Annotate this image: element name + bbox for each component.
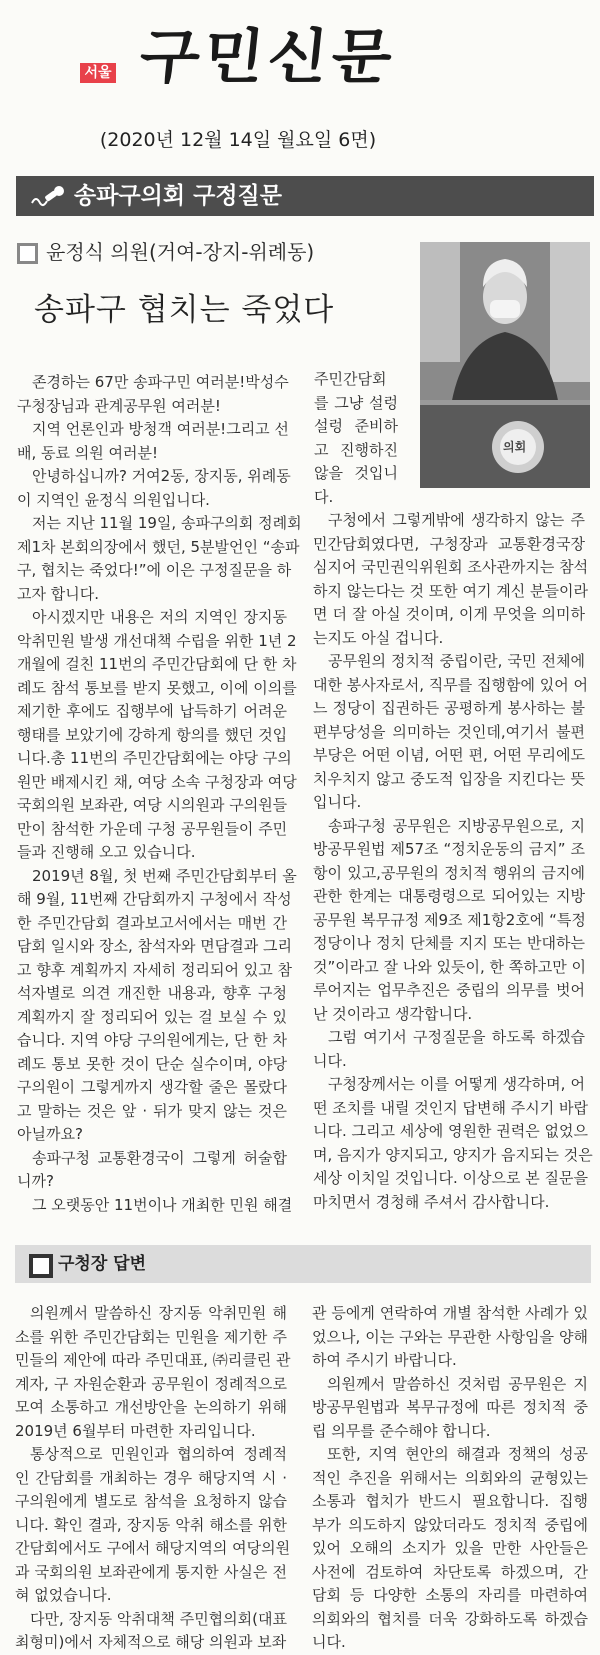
text-line: 정당이나 정치 단체를 지지 또는 반대하는 xyxy=(313,934,585,952)
text-line: 저는 지난 11월 19일, 송파구의회 정례회 xyxy=(32,514,302,532)
text-line: 하지 않는다는 것 또한 여기 계신 분들이라 xyxy=(313,581,588,600)
text-line: 민간담회였다면, 구청장과 교통환경국장 xyxy=(313,534,585,553)
paragraph xyxy=(313,815,585,1027)
text-line: 고 말하는 것은 앞 · 뒤가 맞지 않는 것은 xyxy=(17,1101,287,1120)
text-line: 있어 오해의 소지가 있을 만한 사안들은 xyxy=(312,1539,588,1557)
reply-section-title: 구청장 답변 xyxy=(58,1254,147,1274)
text-line: 존경하는 67만 송파구민 여러분!박성수 xyxy=(32,373,289,391)
paragraph xyxy=(313,650,588,815)
text-line: 소통과 협치가 반드시 필요합니다. 집행 xyxy=(312,1492,588,1510)
paragraph xyxy=(312,1302,588,1373)
text-line: 입니다. xyxy=(313,793,362,811)
text-line: 관한 한계는 대통령령으로 되어있는 지방 xyxy=(313,887,585,905)
text-line: 공무원의 정치적 중립이란, 국민 전체에 xyxy=(328,652,585,670)
text-line: 례도 통보 못한 것이 단순 실수이며, 야당 xyxy=(17,1054,287,1073)
text-line: 그럼 여기서 구정질문을 하도록 하겠습 xyxy=(328,1028,585,1046)
text-line: 구청장께서는 이를 어떻게 생각하며, 어 xyxy=(328,1075,585,1093)
text-line: 담회 등 다양한 소통의 자리를 마련하여 xyxy=(312,1586,588,1604)
text-line: 아닐까요? xyxy=(17,1125,83,1143)
text-line: 해 9월, 11번째 간담회까지 구청에서 작성 xyxy=(17,890,292,908)
paragraph xyxy=(15,1608,287,1655)
text-line: 담회 일시와 장소, 참석자와 면담결과 그리 xyxy=(17,937,292,955)
text-line: 주민간담회 xyxy=(314,370,387,388)
text-line: 며, 음지가 양지되고, 양지가 음지되는 것은 xyxy=(313,1145,593,1164)
square-bullet-icon xyxy=(17,243,38,264)
text-line: 구, 협치는 죽었다!”에 이은 구정질문을 하 xyxy=(17,561,292,579)
text-line: 모여 소통하고 개선방안을 논의하기 위해 xyxy=(15,1398,287,1416)
text-line: 배, 동료 의원 여러분! xyxy=(17,443,159,462)
text-line: 들과 진행해 오고 있습니다. xyxy=(17,843,196,861)
text-line: 구청에서 그렇게밖에 생각하지 않는 주 xyxy=(328,511,585,529)
microphone-icon xyxy=(30,185,66,209)
text-line: 구청장님과 관계공무원 여러분! xyxy=(17,396,221,415)
text-line: 송파구청 교통환경국이 그렇게 허술합 xyxy=(32,1148,287,1167)
question-left-column xyxy=(17,371,302,1217)
text-line: 대한 봉사자로서, 직무를 집행함에 있어 어 xyxy=(313,675,588,694)
text-line: 방공무원법과 복무규정에 따른 정치적 중 xyxy=(312,1398,588,1416)
paragraph xyxy=(17,865,297,1147)
paragraph xyxy=(15,1302,291,1443)
text-line: 계획까지 잘 정리되어 있는 걸 보실 수 있 xyxy=(17,1007,287,1026)
text-line: 의원께서 말씀하신 장지동 악취민원 해 xyxy=(30,1304,287,1322)
text-line: 심지어 국민권익위원회 조사관까지는 참석 xyxy=(313,558,589,576)
text-line: 고자 합니다. xyxy=(17,584,99,603)
paragraph xyxy=(17,606,297,865)
text-line: 사전에 검토하여 차단토록 하겠으며, 간 xyxy=(312,1562,588,1581)
text-line: 인 간담회를 개최하는 경우 해당지역 시 · xyxy=(15,1468,287,1487)
text-line: 국회의원 보좌관, 여당 시의원과 구의원들 xyxy=(17,796,288,814)
text-line: 다. xyxy=(314,487,334,506)
text-line: 를 그냥 설렁 xyxy=(314,393,398,412)
text-line: 습니다. 지역 야당 구의원에게는, 단 한 차 xyxy=(17,1031,287,1049)
text-line: 하여 주시기 바랍니다. xyxy=(312,1351,457,1369)
text-line: 고 향후 계획까지 자세히 정리되어 있고 참 xyxy=(17,960,292,979)
text-line: 의회와의 협치를 더욱 강화하도록 하겠습 xyxy=(312,1609,588,1628)
text-line: 그 오랫동안 11번이나 개최한 민원 해결 xyxy=(32,1195,293,1214)
text-line: 편부당성을 의미하는 것인데,여기서 불편 xyxy=(313,722,585,741)
text-line: 2019년 6월부터 마련한 자리입니다. xyxy=(15,1421,256,1440)
text-line: 아시겠지만 내용은 저의 지역인 장지동 xyxy=(32,608,287,626)
paragraph xyxy=(17,418,287,465)
text-line: 는지도 아실 겁니다. xyxy=(313,628,444,647)
text-line: 떤 조치를 내릴 것인지 답변해 주시기 바랍 xyxy=(313,1098,588,1117)
text-line: 또한, 지역 현안의 해결과 정책의 성공 xyxy=(327,1445,588,1463)
text-line: 느 정당이 집권하든 공평하게 봉사하는 불 xyxy=(313,699,585,717)
text-line: 의원께서 말씀하신 것처럼 공무원은 지 xyxy=(327,1374,588,1393)
text-line: 개월에 걸친 11번의 주민간담회에 단 한 차 xyxy=(17,655,297,673)
paragraph xyxy=(17,1147,287,1194)
text-line: 루어지는 업무추진은 중립의 의무를 벗어 xyxy=(313,981,585,999)
text-line: 간담회에서도 구에서 해당지역의 여당의원 xyxy=(15,1539,291,1557)
text-line: 니다.총 11번의 주민간담회에는 야당 구의 xyxy=(17,749,292,767)
council-emblem-text: 의회 xyxy=(503,440,527,454)
text-line: 구의원이 그렇게까지 생각할 줄은 몰랐다 xyxy=(17,1078,287,1096)
text-line: 송파구청 공무원은 지방공무원으로, 지 xyxy=(328,816,585,835)
text-line: 난 것이라고 생각합니다. xyxy=(313,1004,473,1023)
text-line: 니까? xyxy=(17,1172,54,1190)
text-line: 이 지역인 윤정식 의원입니다. xyxy=(17,490,210,509)
reply-right-column xyxy=(312,1302,588,1655)
paragraph xyxy=(312,1373,588,1444)
text-line: 면 더 잘 아실 것이며, 이게 무엇을 의미하 xyxy=(313,605,585,623)
speaker-heading: 윤정식 의원(거여-장지-위례동) xyxy=(46,240,315,264)
text-line: 과 국회의원 보좌관에게 통지한 사실은 전 xyxy=(15,1562,287,1581)
text-line: 통상적으로 민원인과 협의하여 정례적 xyxy=(30,1445,287,1463)
text-line: 공무원 복무규정 제9조 제1항2호에 “특정 xyxy=(313,910,586,929)
text-line: 설렁 준비하 xyxy=(314,417,398,435)
text-line: 악취민원 발생 개선대책 수립을 위한 1년 2 xyxy=(17,631,297,650)
text-line: 마치면서 경청해 주셔서 감사합니다. xyxy=(313,1192,550,1211)
article-headline: 송파구 협치는 죽었다 xyxy=(34,292,335,328)
text-line: 관 등에게 연락하여 개별 참석한 사례가 있 xyxy=(312,1304,588,1322)
text-line: 계자, 구 자원순환과 공무원이 정례적으로 xyxy=(15,1374,287,1393)
text-line: 소를 위한 주민간담회는 민원을 제기한 주 xyxy=(15,1327,287,1346)
square-bullet-icon xyxy=(29,1254,53,1278)
text-line: 안녕하십니까? 거여2동, 장지동, 위례동 xyxy=(32,467,291,485)
text-line: 석자별로 의견 개진한 내용과, 향후 구청 xyxy=(17,984,287,1002)
text-line: 제기한 후에도 집행부에 납득하기 어려운 xyxy=(17,702,287,720)
text-line: 만이 참석한 가운데 구청 공무원들이 주민 xyxy=(17,819,288,838)
region-badge: 서울 xyxy=(80,63,116,83)
reply-left-column xyxy=(15,1302,291,1655)
text-line: 방공무원법 제57조 “정치운동의 금지” 조 xyxy=(313,840,585,858)
paragraph xyxy=(313,509,589,650)
text-line: 다만, 장지동 악취대책 주민협의회(대표 xyxy=(30,1609,287,1628)
paragraph xyxy=(17,465,291,512)
paragraph xyxy=(312,1443,588,1655)
text-line: 니다. 확인 결과, 장지동 악취 해소를 위한 xyxy=(15,1515,287,1534)
text-line: 않을 것입니 xyxy=(314,464,398,482)
text-line: 세상 이치일 것입니다. 이상으로 본 질문을 xyxy=(313,1169,588,1187)
text-line: 것”이라고 잘 나와 있듯이, 한 쪽하고만 이 xyxy=(313,957,586,976)
question-right-narrow-column xyxy=(314,368,398,509)
text-line: 립 의무를 준수해야 합니다. xyxy=(312,1421,491,1440)
text-line: 구의원에게 별도로 참석을 요청하지 않습 xyxy=(15,1492,287,1510)
paragraph xyxy=(17,1194,293,1218)
text-line: 행태를 보았기에 강하게 항의를 했던 것입 xyxy=(17,725,288,744)
text-line: 지역 언론인과 방청객 여러분!그리고 선 xyxy=(32,420,289,438)
paragraph xyxy=(313,1026,585,1073)
text-line: 었으나, 이는 구와는 무관한 사항임을 양해 xyxy=(312,1327,588,1346)
paragraph xyxy=(15,1443,291,1608)
text-line: 니다. xyxy=(313,1051,347,1070)
text-line: 제1차 본회의장에서 했던, 5분발언인 “송파 xyxy=(17,537,300,556)
text-line: 고 진행하진 xyxy=(314,440,398,459)
text-line: 니다. 그리고 세상에 영원한 권력은 없었으 xyxy=(313,1122,588,1140)
text-line: 적인 추진을 위해서는 의회와의 균형있는 xyxy=(312,1468,588,1487)
text-line: 최형미)에서 자체적으로 해당 의원과 보좌 xyxy=(15,1633,287,1651)
text-line: 항이 있고,공무원의 정치적 행위의 금지에 xyxy=(313,863,585,882)
text-line: 민들의 제안에 따라 주민대표, ㈜리클린 관 xyxy=(15,1351,291,1369)
text-line: 2019년 8월, 첫 번째 주민간담회부터 올 xyxy=(32,866,297,885)
text-line: 부당은 어떤 이념, 어떤 편, 어떤 무리에도 xyxy=(313,746,585,764)
newspaper-logo: 구민신문 xyxy=(136,21,400,92)
question-right-column xyxy=(313,509,593,1214)
paragraph xyxy=(17,512,302,606)
text-line: 혀 없었습니다. xyxy=(15,1586,112,1604)
text-line: 한 주민간담회 결과보고서에서는 매번 간 xyxy=(17,913,287,932)
text-line: 니다. xyxy=(312,1633,346,1651)
date-line: (2020년 12월 14일 월요일 6면) xyxy=(99,129,377,151)
text-line: 치우치지 않고 중도적 입장을 지킨다는 뜻 xyxy=(313,769,585,788)
text-line: 원만 배제시킨 채, 여당 소속 구청장과 여당 xyxy=(17,772,297,791)
section-title: 송파구의회 구정질문 xyxy=(74,183,282,209)
paragraph xyxy=(17,371,287,418)
speaker-photo xyxy=(420,242,590,488)
text-line: 례도 참석 통보를 받지 못했고, 이에 이의를 xyxy=(17,678,297,697)
paragraph xyxy=(313,1073,593,1214)
text-line: 부가 의도하지 않았더라도 정치적 중립에 xyxy=(312,1515,588,1534)
